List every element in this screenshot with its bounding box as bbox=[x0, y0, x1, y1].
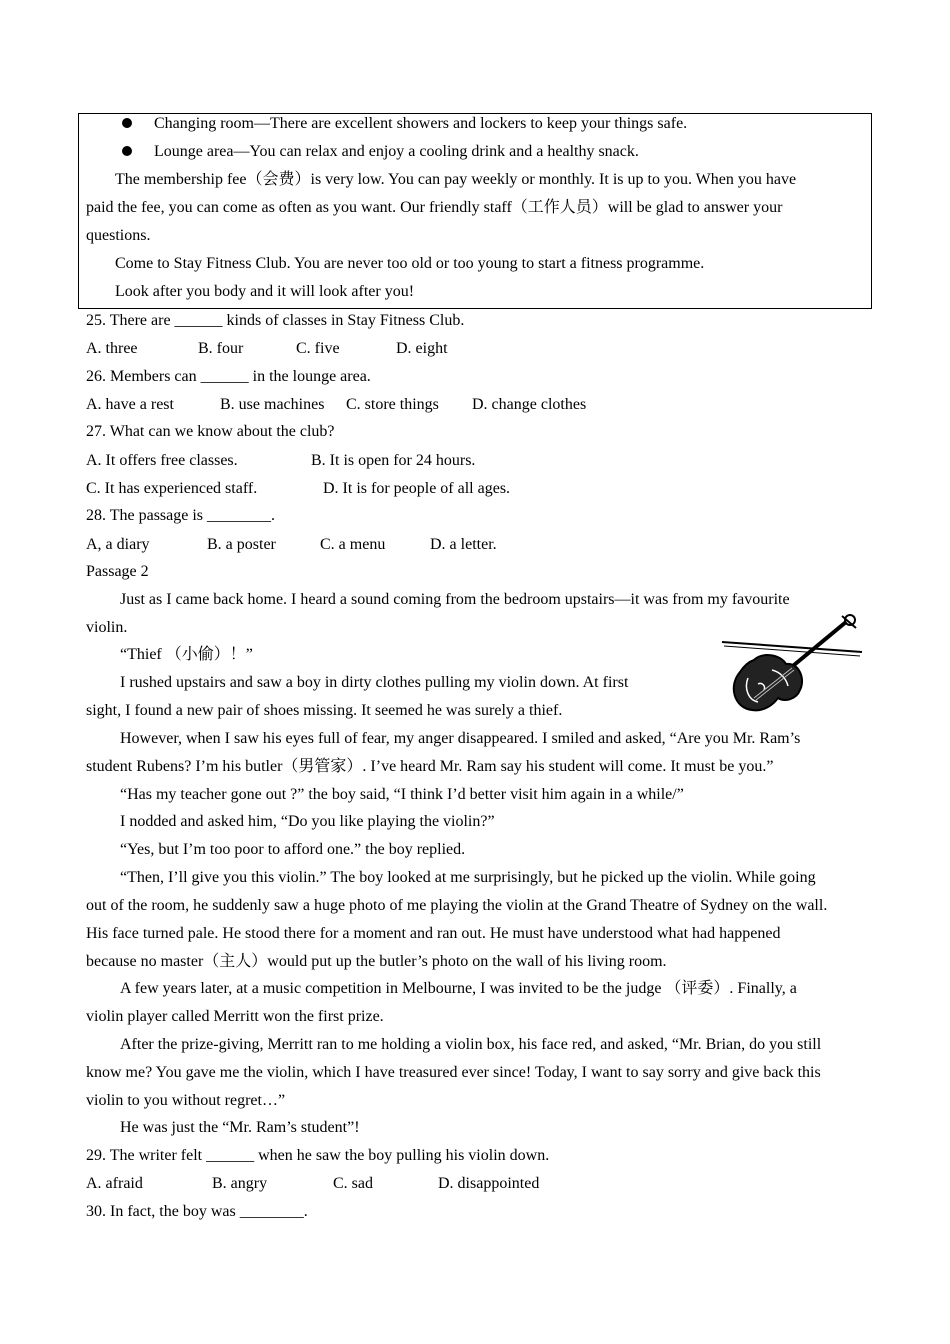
q29-option-b: B. angry bbox=[212, 1175, 268, 1192]
fee-line-3: questions. bbox=[86, 227, 151, 244]
passage-line: sight, I found a new pair of shoes missing. It seemed he was surely a thief. bbox=[86, 702, 563, 719]
bullet-icon bbox=[122, 146, 132, 156]
q26-option-a: A. have a rest bbox=[86, 396, 174, 413]
question-30: 30. In fact, the boy was ________. bbox=[86, 1203, 308, 1220]
question-26: 26. Members can ______ in the lounge area. bbox=[86, 368, 371, 385]
q27-option-c: C. It has experienced staff. bbox=[86, 480, 258, 497]
q27-option-b: B. It is open for 24 hours. bbox=[311, 452, 476, 469]
q25-option-c: C. five bbox=[296, 340, 340, 357]
question-28: 28. The passage is ________. bbox=[86, 507, 276, 524]
fee-line-2: paid the fee, you can come as often as you want. Our friendly staff（工作人员）will be glad to answer your bbox=[86, 199, 783, 216]
q27-option-d: D. It is for people of all ages. bbox=[323, 480, 511, 497]
q29-option-a: A. afraid bbox=[86, 1175, 143, 1192]
passage-line: I nodded and asked him, “Do you like playing the violin?” bbox=[120, 813, 495, 830]
passage-line: violin player called Merritt won the first prize. bbox=[86, 1008, 384, 1025]
passage-line: After the prize-giving, Merritt ran to me holding a violin box, his face red, and asked, “Mr. Brian, do you still bbox=[120, 1036, 822, 1053]
passage-line: Just as I came back home. I heard a sound coming from the bedroom upstairs—it was from my favourite bbox=[120, 591, 790, 608]
passage-line: know me? You gave me the violin, which I have treasured ever since! Today, I want to say sorry and give back this bbox=[86, 1064, 821, 1081]
passage-line: “Yes, but I’m too poor to afford one.” the boy replied. bbox=[120, 841, 466, 858]
passage-line: because no master（主人）would put up the butler’s photo on the wall of his living room. bbox=[86, 953, 667, 970]
passage-line: out of the room, he suddenly saw a huge photo of me playing the violin at the Grand Theatre of Sydney on the wall. bbox=[86, 897, 828, 914]
passage-line: violin to you without regret…” bbox=[86, 1092, 286, 1109]
passage-line: student Rubens? I’m his butler（男管家）. I’ve heard Mr. Ram say his student will come. It must be you.” bbox=[86, 758, 774, 775]
passage-line: His face turned pale. He stood there for a moment and ran out. He must have understood what had happened bbox=[86, 925, 781, 942]
fee-line-1: The membership fee（会费）is very low. You can pay weekly or monthly. It is up to you. When you have bbox=[115, 171, 797, 188]
q26-option-d: D. change clothes bbox=[472, 396, 587, 413]
question-27: 27. What can we know about the club? bbox=[86, 423, 335, 440]
passage-line: A few years later, at a music competition in Melbourne, I was invited to be the judge （评委）. Finally, a bbox=[120, 980, 797, 997]
closing-line-1: Come to Stay Fitness Club. You are never too old or too young to start a fitness programme. bbox=[115, 255, 705, 272]
question-29: 29. The writer felt ______ when he saw the boy pulling his violin down. bbox=[86, 1147, 550, 1164]
passage-line: “Then, I’ll give you this violin.” The boy looked at me surprisingly, but he picked up the violin. While going bbox=[120, 869, 816, 886]
passage-2-heading: Passage 2 bbox=[86, 563, 149, 580]
q29-option-d: D. disappointed bbox=[438, 1175, 540, 1192]
passage-line: I rushed upstairs and saw a boy in dirty clothes pulling my violin down. At first bbox=[120, 674, 629, 691]
q28-option-b: B. a poster bbox=[207, 536, 276, 553]
q25-option-b: B. four bbox=[198, 340, 244, 357]
passage-line: violin. bbox=[86, 619, 128, 636]
q29-option-c: C. sad bbox=[333, 1175, 373, 1192]
passage-line: However, when I saw his eyes full of fear, my anger disappeared. I smiled and asked, “Are you Mr. Ram’s bbox=[120, 730, 801, 747]
q26-option-c: C. store things bbox=[346, 396, 439, 413]
q25-option-a: A. three bbox=[86, 340, 138, 357]
passage-line: “Has my teacher gone out ?” the boy said, “I think I’d better visit him again in a while/” bbox=[120, 786, 684, 803]
bullet-lounge-area: Lounge area—You can relax and enjoy a cooling drink and a healthy snack. bbox=[154, 143, 639, 160]
passage-line: He was just the “Mr. Ram’s student”! bbox=[120, 1119, 360, 1136]
q26-option-b: B. use machines bbox=[220, 396, 325, 413]
bullet-changing-room: Changing room—There are excellent showers and lockers to keep your things safe. bbox=[154, 115, 688, 132]
closing-line-2: Look after you body and it will look after you! bbox=[115, 283, 415, 300]
question-25: 25. There are ______ kinds of classes in Stay Fitness Club. bbox=[86, 312, 465, 329]
q28-option-d: D. a letter. bbox=[430, 536, 497, 553]
violin-icon bbox=[718, 612, 864, 716]
bullet-icon bbox=[122, 118, 132, 128]
q28-option-c: C. a menu bbox=[320, 536, 386, 553]
passage-line: “Thief （小偷）！” bbox=[120, 646, 253, 663]
q27-option-a: A. It offers free classes. bbox=[86, 452, 238, 469]
q25-option-d: D. eight bbox=[396, 340, 448, 357]
q28-option-a: A, a diary bbox=[86, 536, 150, 553]
